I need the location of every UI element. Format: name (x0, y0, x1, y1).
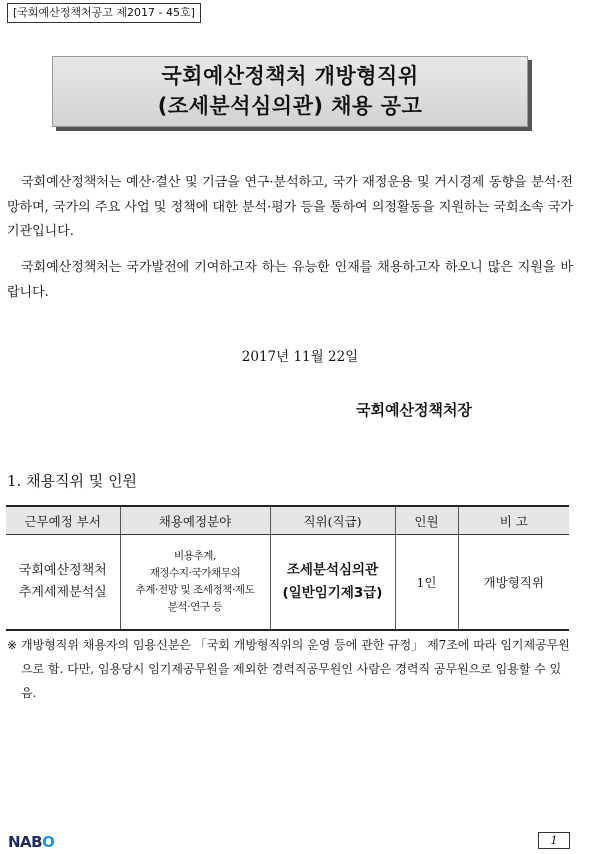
dept-line-2: 추계세제분석실 (18, 585, 107, 600)
title-line-1: 국회예산정책처 개방형직위 (161, 64, 419, 88)
cell-position (270, 535, 395, 631)
logo-accent-letter: O (42, 833, 55, 851)
header-count: 인원 (395, 506, 458, 535)
field-line-2: 재정수지·국가채무의 (149, 567, 241, 579)
header-position: 직위(직급) (270, 506, 395, 535)
intro-paragraph-2: 국회예산정책처는 국가발전에 기여하고자 하는 유능한 인재를 채용하고자 하오니 많은 지원을 바랍니다. (7, 260, 573, 300)
page-number: 1 (538, 832, 570, 849)
section-heading: 1. 채용직위 및 인원 (7, 472, 138, 490)
header-field: 채용예정분야 (120, 506, 270, 535)
field-line-3: 추계·전망 및 조세정책·제도 (135, 584, 255, 596)
announcement-date: 2017년 11월 22일 (241, 349, 359, 365)
note-text: 개방형직위 채용자의 임용신분은 「국회 개방형직위의 운영 등에 관한 규정」 제7조에 따라 임기제공무원으로 함. 다만, 임용당시 임기제공무원을 제외한 경력직공무원인 사람은 경력직 공무원으로 임용할 수 있음. (21, 638, 570, 700)
title-line-2: (조세분석심의관) 채용 공고 (157, 94, 423, 118)
logo-text: NAB (8, 833, 43, 851)
dept-line-1: 국회예산정책처 (18, 563, 107, 578)
header-dept: 근무예정 부서 (6, 506, 120, 535)
table-header-row (6, 506, 569, 535)
notice-number: [국회예산정책처공고 제2017 - 45호] (7, 3, 201, 23)
cell-dept (6, 535, 120, 631)
position-line-2: (일반임기제3급) (282, 585, 383, 601)
cell-remark: 개방형직위 (458, 535, 569, 631)
intro-paragraph-1: 국회예산정책처는 예산·결산 및 기금을 연구·분석하고, 국가 재정운용 및 거시경제 동향을 분석·전망하며, 국가의 주요 사업 및 정책에 대한 분석·평가 등을 통하여 의정활동을 지원하는 국회소속 국가기관입니다. (7, 175, 573, 239)
signer-name: 국회예산정책처장 (356, 401, 472, 419)
position-line-1: 조세분석심의관 (286, 562, 379, 578)
field-line-1: 비용추계, (174, 550, 216, 562)
nabo-logo (8, 833, 54, 851)
cell-field (120, 535, 270, 631)
header-remark: 비 고 (458, 506, 569, 535)
position-table (6, 505, 569, 631)
table-row (6, 535, 569, 631)
title-banner (52, 56, 528, 127)
note-mark: ※ (7, 638, 18, 652)
cell-count: 1인 (395, 535, 458, 631)
footnote (7, 633, 573, 705)
field-line-4: 분석·연구 등 (167, 601, 223, 613)
